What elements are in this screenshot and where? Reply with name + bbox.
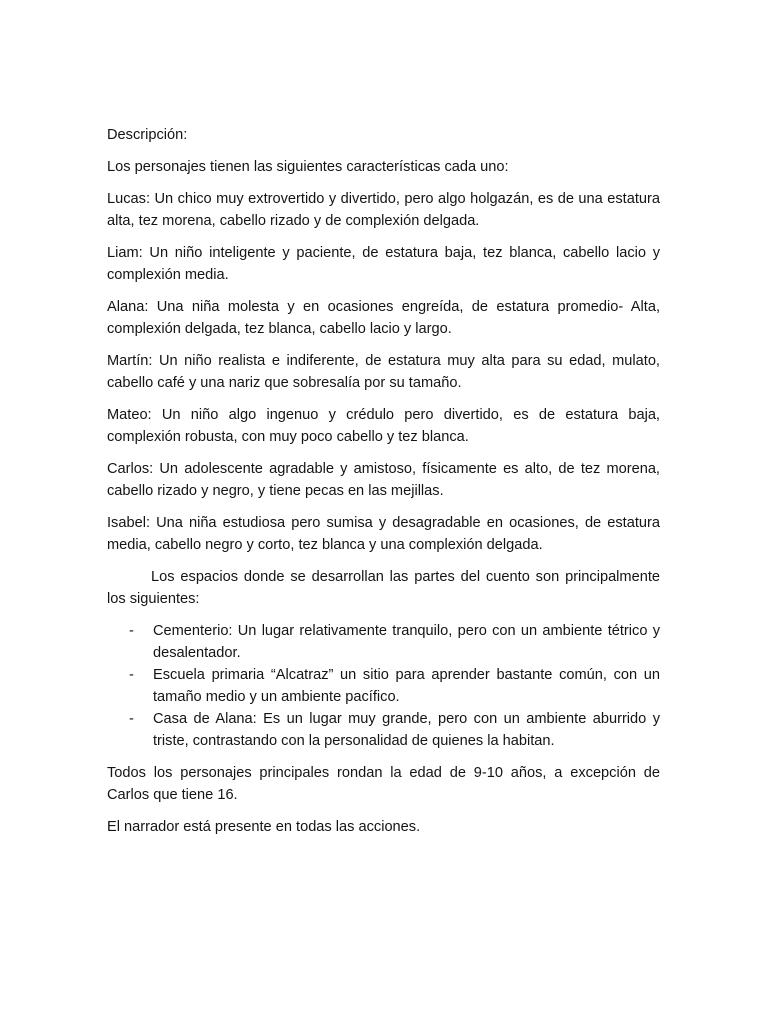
spaces-intro-paragraph: Los espacios donde se desarrollan las partes del cuento son principalmente los siguientes: — [107, 569, 660, 607]
ages-paragraph: Todos los personajes principales rondan la edad de 9-10 años, a excepción de Carlos que tiene 16. — [107, 765, 660, 803]
character-isabel: Isabel: Una niña estudiosa pero sumisa y desagradable en ocasiones, de estatura media, cabello negro y corto, tez blanca y una complexión delgada. — [107, 515, 660, 553]
character-liam: Liam: Un niño inteligente y paciente, de estatura baja, tez blanca, cabello lacio y complexión media. — [107, 245, 660, 283]
character-carlos: Carlos: Un adolescente agradable y amistoso, físicamente es alto, de tez morena, cabello rizado y negro, y tiene pecas en las mejillas. — [107, 461, 660, 499]
character-martin: Martín: Un niño realista e indiferente, de estatura muy alta para su edad, mulato, cabello café y una nariz que sobresalía por su tamaño. — [107, 353, 660, 391]
place-text: Cementerio: Un lugar relativamente tranquilo, pero con un ambiente tétrico y desalentador. — [153, 623, 660, 661]
dash-bullet: - — [129, 623, 134, 639]
document-page — [107, 124, 660, 848]
list-item — [107, 664, 660, 708]
heading: Descripción: — [107, 127, 188, 143]
place-text: Escuela primaria “Alcatraz” un sitio para aprender bastante común, con un tamaño medio y un ambiente pacífico. — [153, 667, 660, 705]
dash-bullet: - — [129, 711, 134, 727]
dash-bullet: - — [129, 667, 134, 683]
places-list — [107, 620, 660, 752]
place-text: Casa de Alana: Es un lugar muy grande, pero con un ambiente aburrido y triste, contrastando con la personalidad de quienes la habitan. — [153, 711, 660, 749]
character-lucas: Lucas: Un chico muy extrovertido y divertido, pero algo holgazán, es de una estatura alta, tez morena, cabello rizado y de complexión delgada. — [107, 191, 660, 229]
narrator-paragraph: El narrador está presente en todas las acciones. — [107, 819, 421, 835]
character-mateo: Mateo: Un niño algo ingenuo y crédulo pero divertido, es de estatura baja, complexión robusta, con muy poco cabello y tez blanca. — [107, 407, 660, 445]
intro-paragraph: Los personajes tienen las siguientes características cada uno: — [107, 159, 509, 175]
list-item — [107, 620, 660, 664]
character-alana: Alana: Una niña molesta y en ocasiones engreída, de estatura promedio- Alta, complexión delgada, tez blanca, cabello lacio y largo. — [107, 299, 660, 337]
list-item — [107, 708, 660, 752]
